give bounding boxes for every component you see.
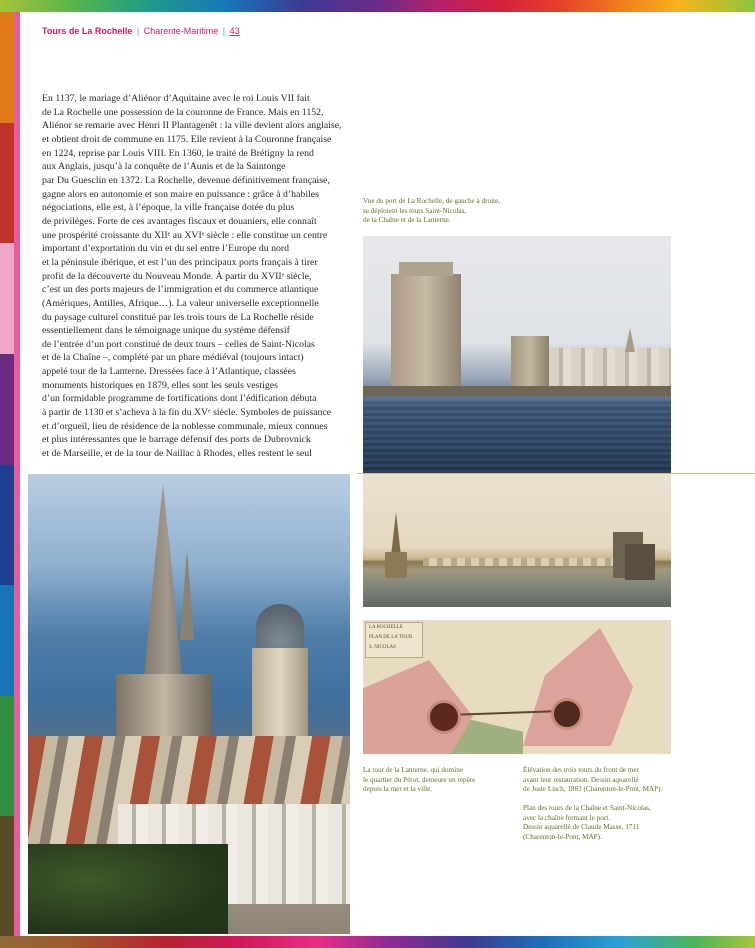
body-line: de l’entrée d’un port constitué de deux tours – celles de Saint-Nicolas [42, 338, 315, 350]
caption-line: (Charenton-le-Pont, MAP). [523, 832, 602, 841]
body-line: Aliénor se remarie avec Henri II Plantagenêt : la ville devient alors anglaise, [42, 120, 342, 132]
body-line: et plus intéressantes que le barrage défensif des ports de Dubrovnick [42, 434, 311, 446]
lanterne-spire-shape [625, 328, 635, 352]
running-head-title: Tours de La Rochelle [42, 26, 133, 36]
running-head-separator-2: | [222, 26, 226, 36]
body-line: c’est un des ports majeurs de l’immigration et du commerce atlantique [42, 284, 319, 296]
caption-elevation [523, 766, 662, 795]
plan-card-line: PLAN DE LA TOUR [369, 635, 413, 640]
body-line: aux Anglais, jusqu’à la conquête de l’Aunis et de la Saintonge [42, 161, 286, 173]
running-head-separator: | [136, 26, 140, 36]
caption-line: avec la chaîne fermant le port. [523, 813, 611, 822]
plan-fort-2-shape [523, 628, 633, 746]
side-color-bar [0, 12, 20, 936]
plan-title-card [365, 622, 423, 658]
body-line: une prospérité croissante du XIIᵉ au XVIᵉ siècle : elle constitue un centre [42, 229, 328, 241]
body-line: par Du Guesclin en 1372. La Rochelle, devenue définitivement française, [42, 174, 330, 186]
body-line: et la péninsule ibérique, et est l’un des principaux ports français à tirer [42, 256, 318, 268]
caption-line: La tour de la Lanterne, qui domine [363, 766, 463, 774]
trees-shape [28, 844, 228, 934]
body-line: monuments historiques en 1879, elles sont les seuls vestiges [42, 379, 278, 391]
caption-line: Plan des tours de la Chaîne et Saint-Nicolas, [523, 804, 651, 812]
body-line: profit de la découverte du Nouveau Monde. À partir du XVIIᵉ siècle, [42, 270, 312, 282]
plan-card-line: LA ROCHELLE [369, 625, 403, 630]
caption-line: le quartier du Pérot, demeure un repère [363, 775, 476, 784]
body-line: et obtient droit de commune en 1175. Elle revient à la Couronne française [42, 133, 332, 145]
caption-line: de la Chaîne et de la Lanterne. [363, 216, 451, 225]
body-line: de privilèges. Forte de ces avantages fiscaux et douaniers, elle connaît [42, 215, 317, 227]
painting-skyline-shape [423, 558, 613, 566]
plan-card-line: S. NICOLAS [369, 645, 396, 650]
plan-tower-circle [427, 700, 461, 734]
quay-shape [363, 386, 671, 396]
body-line: appelé tour de la Lanterne. Dressées face à l’Atlantique, classées [42, 366, 296, 378]
body-line: essentiellement dans le témoignage unique du système défensif [42, 325, 290, 337]
body-line: à partir de 1130 et s’acheva à la fin du XVᵉ siècle. Symboles de puissance [42, 407, 332, 419]
body-line: (Amériques, Antilles, Afrique…). La valeur universelle exceptionnelle [42, 297, 319, 309]
caption-line: Dessin aquarellé de Claude Masse, 1711 [523, 823, 640, 832]
caption-line: avant leur restauration. Dessin aquarellé [523, 775, 639, 784]
top-color-band [0, 0, 755, 12]
page-number: 43 [229, 26, 240, 36]
running-head-region: Charente-Maritime [143, 26, 219, 36]
caption-harbour [363, 197, 500, 226]
body-line: En 1137, le mariage d’Aliénor d’Aquitaine avec le roi Louis VII fait [42, 93, 310, 104]
caption-line: de Juste Lisch, 1863 (Charenton-le-Pont, MAP). [523, 785, 663, 794]
bottom-color-band [0, 936, 755, 948]
caption-line: depuis la mer et la ville. [363, 785, 433, 794]
caption-lanterne [363, 766, 475, 795]
body-line: et de Marseille, et de la tour de Naillac à Rhodes, elles restent le seul [42, 448, 312, 460]
body-line: en 1224, reprise par Louis VIII. En 1360, le traité de Brétigny la rend [42, 147, 314, 159]
tower-saint-nicolas-shape [391, 274, 461, 394]
body-line: gagne alors en autonomie et son maire en puissance : grâce à d’habiles [42, 188, 319, 200]
painting-elevation [363, 474, 671, 607]
painting-tower-shape [385, 552, 407, 578]
caption-line: Élévation des trois tours du front de mer [523, 766, 639, 774]
photo-harbour [363, 236, 671, 473]
plan-tower-circle-2 [551, 698, 583, 730]
body-line: de La Rochelle une possession de la couronne de France. Mais en 1152, [42, 106, 324, 118]
dome-shape [256, 604, 304, 650]
small-spire-shape [180, 550, 194, 640]
caption-plan [523, 804, 651, 842]
plan-map [363, 620, 671, 754]
running-head [42, 26, 240, 36]
body-line: du paysage culturel constitué par les trois tours de La Rochelle réside [42, 311, 314, 323]
painting-tower-3-shape [625, 544, 655, 580]
caption-line: se déploient les tours Saint-Nicolas, [363, 206, 467, 215]
body-line: et d’orgueil, lieu de résidence de la noblesse communale, mieux connues [42, 420, 328, 432]
water-shape [363, 398, 671, 473]
caption-line: Vue du port de La Rochelle, de gauche à droite, [363, 197, 501, 205]
body-text [42, 92, 356, 461]
body-line: d’un formidable programme de fortifications dont l’édification débuta [42, 393, 317, 405]
body-line: négociations, elle est, à l’époque, la ville française dotée du plus [42, 202, 295, 214]
body-line: et de la Chaîne –, complété par un phare médiéval (toujours intact) [42, 352, 304, 364]
photo-lanterne [28, 474, 350, 934]
body-line: important d’exportation du vin et du sel entre l’Europe du nord [42, 243, 290, 255]
